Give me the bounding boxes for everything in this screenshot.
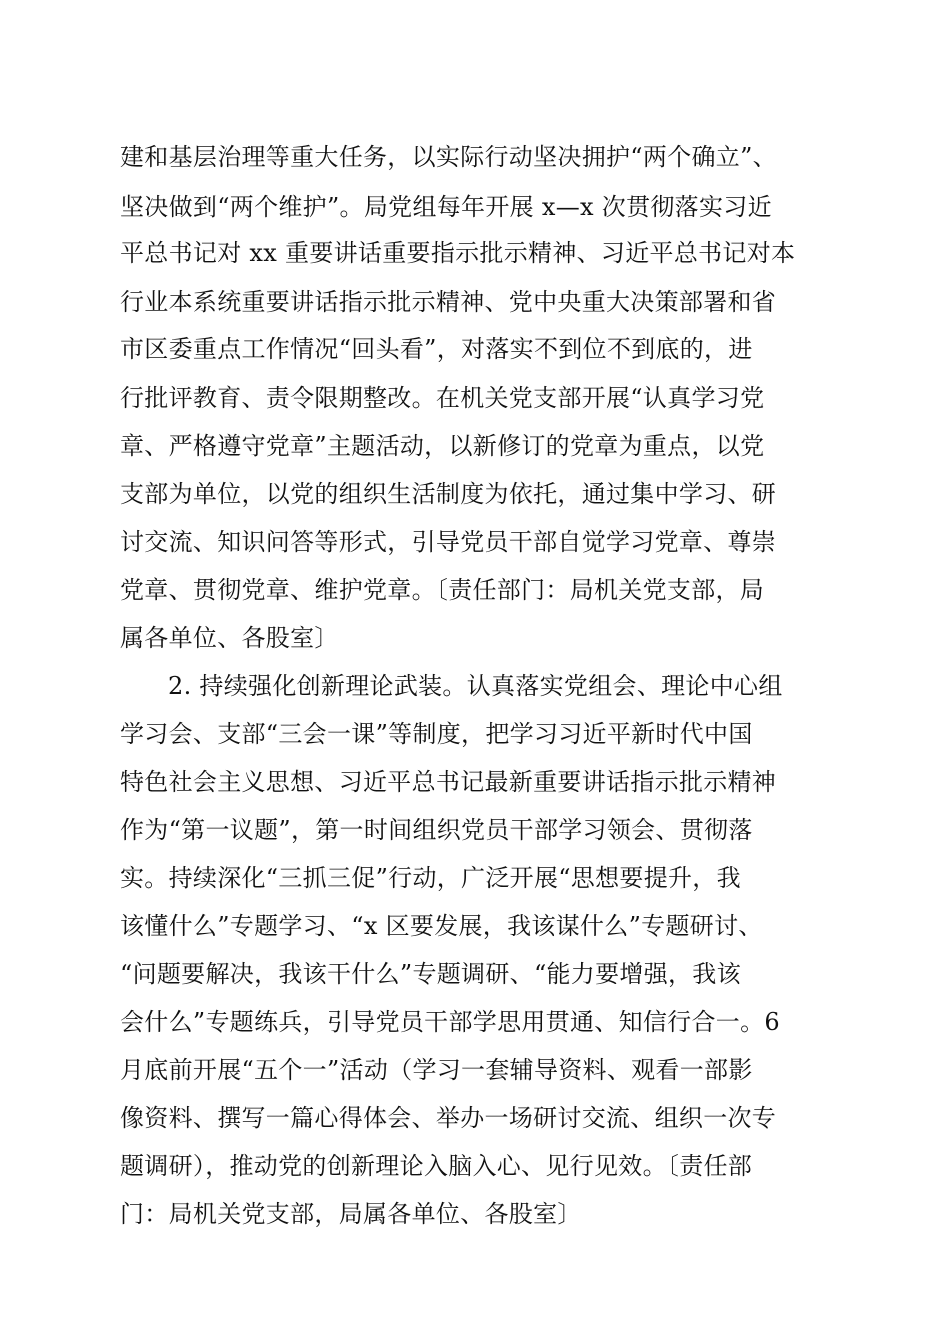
text-line: 实。持续深化“三抓三促”行动，广泛开展“思想要提升，我 bbox=[120, 864, 741, 892]
text-line: 支部为单位，以党的组织生活制度为依托，通过集中学习、研 bbox=[120, 480, 777, 508]
text-line: 门：局机关党支部，局属各单位、各股室〕 bbox=[120, 1200, 582, 1228]
text-line: 特色社会主义思想、习近平总书记最新重要讲话指示批示精神 bbox=[120, 768, 777, 796]
text-line: 建和基层治理等重大任务，以实际行动坚决拥护“两个确立”、 bbox=[120, 143, 777, 171]
text-line: “问题要解决，我该干什么”专题调研、“能力要增强，我该 bbox=[120, 960, 741, 988]
text-line: 作为“第一议题”，第一时间组织党员干部学习领会、贯彻落 bbox=[120, 816, 753, 844]
text-line: 行业本系统重要讲话指示批示精神、党中央重大决策部署和省 bbox=[120, 288, 777, 316]
text-line: 学习会、支部“三会一课”等制度，把学习习近平新时代中国 bbox=[120, 720, 753, 748]
text-line: 讨交流、知识问答等形式，引导党员干部自觉学习党章、尊崇 bbox=[120, 528, 777, 556]
text-line: 章、严格遵守党章”主题活动，以新修订的党章为重点，以党 bbox=[120, 432, 765, 460]
text-line: 属各单位、各股室〕 bbox=[120, 624, 339, 652]
text-line: 月底前开展“五个一”活动（学习一套辅导资料、观看一部影 bbox=[120, 1056, 753, 1084]
text-line: 平总书记对 xx 重要讲话重要指示批示精神、习近平总书记对本 bbox=[120, 239, 796, 267]
text-line: 党章、贯彻党章、维护党章。〔责任部门：局机关党支部，局 bbox=[120, 576, 765, 604]
text-line: 会什么”专题练兵，引导党员干部学思用贯通、知信行合一。6 bbox=[120, 1008, 780, 1036]
text-line: 坚决做到“两个维护”。局党组每年开展 x—x 次贯彻落实习近 bbox=[120, 193, 772, 221]
text-line: 题调研），推动党的创新理论入脑入心、见行见效。〔责任部 bbox=[120, 1152, 753, 1180]
text-line: 行批评教育、责令限期整改。在机关党支部开展“认真学习党 bbox=[120, 384, 765, 412]
section-heading-line: 2. 持续强化创新理论武装。认真落实党组会、理论中心组 bbox=[168, 672, 783, 700]
text-line: 市区委重点工作情况“回头看”，对落实不到位不到底的，进 bbox=[120, 335, 753, 363]
text-line: 像资料、撰写一篇心得体会、举办一场研讨交流、组织一次专 bbox=[120, 1104, 777, 1132]
text-line: 该懂什么”专题学习、“x 区要发展，我该谋什么”专题研讨、 bbox=[120, 912, 763, 940]
